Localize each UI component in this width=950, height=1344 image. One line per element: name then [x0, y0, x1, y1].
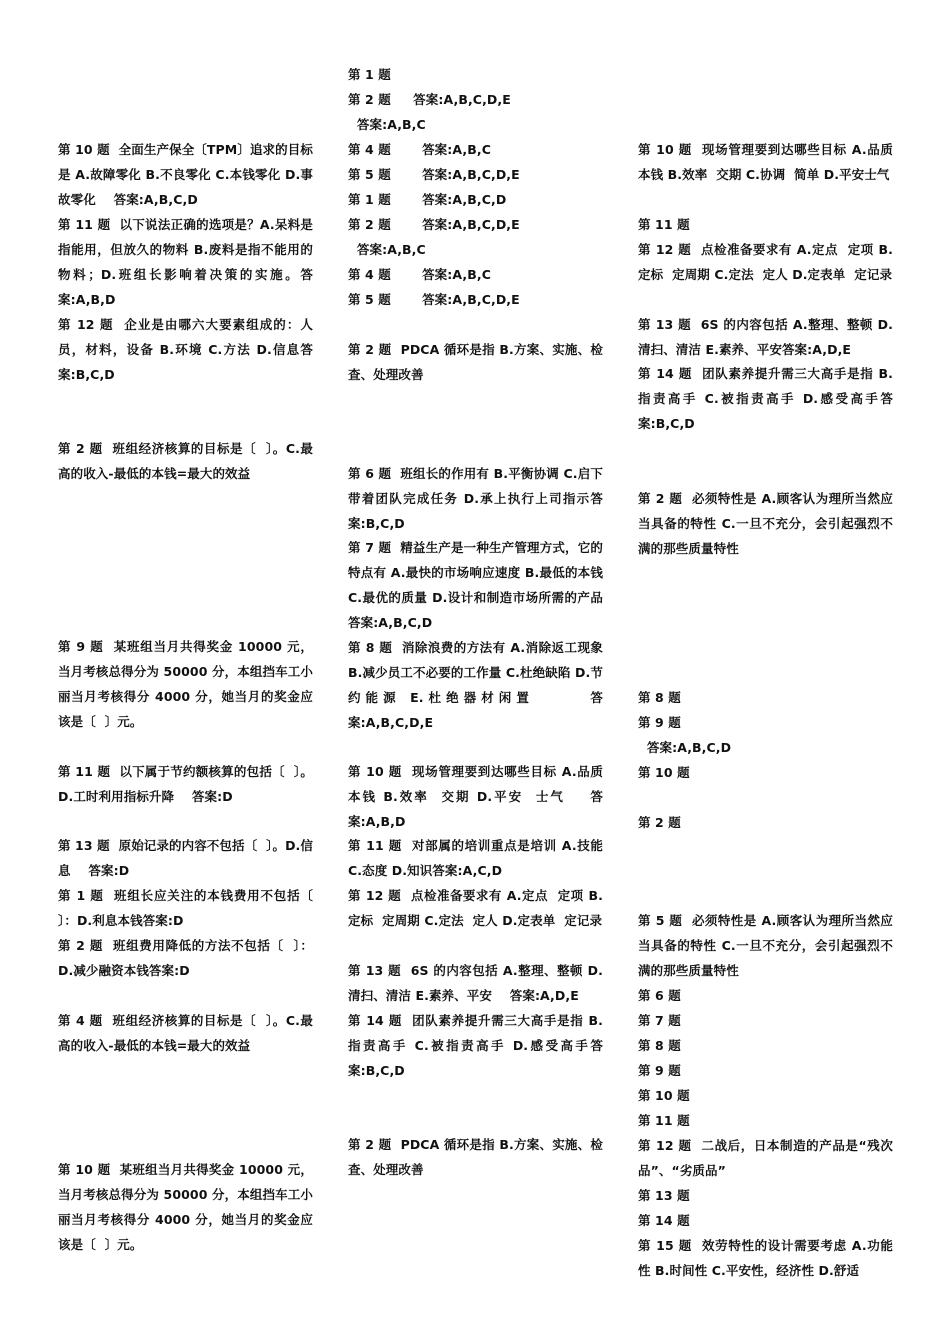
- question-item: 第 7 题: [638, 1013, 681, 1028]
- question-item: 第 11 题 以下属于节约额核算的包括〔 〕。D.工时利用指标升降 答案:D: [58, 764, 313, 804]
- question-item: 第 9 题 某班组当月共得奖金 10000 元，当月考核总得分为 50000 分，本组挡车工小丽当月考核得分 4000 分，她当月的奖金应该是〔 〕元。: [58, 639, 313, 729]
- question-item: 第 8 题: [638, 1038, 681, 1053]
- question-item: 第 13 题 6S 的内容包括 A.整理、整顿 D.清扫、清洁 E.素养、平安答案:A,D,E: [638, 317, 893, 357]
- question-item: 第 6 题: [638, 988, 681, 1003]
- question-item: 第 14 题: [638, 1213, 690, 1228]
- question-item: 第 14 题 团队素养提升需三大高手是指 B.指责高手 C.被指责高手 D.感受高手答案:B,C,D: [348, 1013, 603, 1078]
- question-item: 第 5 题 答案:A,B,C,D,E: [348, 292, 520, 307]
- question-item: 第 14 题 团队素养提升需三大高手是指 B.指责高手 C.被指责高手 D.感受高手答案:B,C,D: [638, 366, 893, 431]
- question-item: 第 2 题 答案:A,B,C,D,E: [348, 92, 511, 107]
- question-item: 第 6 题 班组长的作用有 B.平衡协调 C.启下带着团队完成任务 D.承上执行上司指示答案:B,C,D: [348, 466, 603, 531]
- answer-line: 答案:A,B,C,D: [638, 740, 732, 755]
- question-item: 第 12 题 点检准备要求有 A.定点 定项 B.定标 定周期 C.定法 定人 D.定表单 定记录: [348, 888, 603, 928]
- question-item: 第 1 题 班组长应关注的本钱费用不包括〔 〕：D.利息本钱答案:D: [58, 888, 322, 928]
- question-item: 第 4 题 答案:A,B,C: [348, 267, 491, 282]
- question-item: 第 15 题 效劳特性的设计需要考虑 A.功能性 B.时间性 C.平安性，经济性 D.舒适: [638, 1238, 893, 1278]
- answer-line: 答案:A,B,C: [348, 242, 426, 257]
- question-item: 第 8 题 消除浪费的方法有 A.消除返工现象 B.减少员工不必要的工作量 C.杜绝缺陷 D.节约能源 E.杜绝器材闲置 答案:A,B,C,D,E: [348, 640, 608, 730]
- question-item: 第 12 题 企业是由哪六大要素组成的：人员，材料，设备 B.环境 C.方法 D.信息答案:B,C,D: [58, 317, 313, 382]
- question-item: 第 11 题: [638, 217, 690, 232]
- question-item: 第 13 题 6S 的内容包括 A.整理、整顿 D.清扫、清洁 E.素养、平安 答案:A,D,E: [348, 963, 603, 1003]
- question-item: 第 12 题 二战后，日本制造的产品是“残次品”、“劣质品”: [638, 1138, 893, 1178]
- question-item: 第 11 题: [638, 1113, 690, 1128]
- question-item: 第 2 题 答案:A,B,C,D,E: [348, 217, 520, 232]
- question-item: 第 9 题: [638, 1063, 681, 1078]
- question-item: 第 4 题 班组经济核算的目标是〔 〕。C.最高的收入-最低的本钱=最大的效益: [58, 1013, 313, 1053]
- question-item: 第 9 题: [638, 715, 681, 730]
- question-item: 第 1 题: [348, 67, 391, 82]
- question-item: 第 2 题 PDCA 循环是指 B.方案、实施、检查、处理改善: [348, 1137, 603, 1177]
- question-item: 第 4 题 答案:A,B,C: [348, 142, 491, 157]
- question-item: 第 2 题 班组费用降低的方法不包括〔 〕：D.减少融资本钱答案:D: [58, 938, 313, 978]
- question-item: 第 5 题 答案:A,B,C,D,E: [348, 167, 520, 182]
- question-item: 第 8 题: [638, 690, 681, 705]
- question-item: 第 2 题 班组经济核算的目标是〔 〕。C.最高的收入-最低的本钱=最大的效益: [58, 441, 313, 481]
- question-item: 第 10 题 某班组当月共得奖金 10000 元，当月考核总得分为 50000 分，本组挡车工小丽当月考核得分 4000 分，她当月的奖金应该是〔 〕元。: [58, 1162, 313, 1252]
- question-item: 第 1 题 答案:A,B,C,D: [348, 192, 507, 207]
- question-item: 第 5 题 必须特性是 A.顾客认为理所当然应当具备的特性 C.一旦不充分，会引起强烈不满的那些质量特性: [638, 913, 893, 978]
- question-item: 第 11 题 对部属的培训重点是培训 A.技能 C.态度 D.知识答案:A,C,D: [348, 838, 608, 878]
- question-item: 第 12 题 点检准备要求有 A.定点 定项 B.定标 定周期 C.定法 定人 D.定表单 定记录: [638, 242, 893, 282]
- question-item: 第 10 题 现场管理要到达哪些目标 A.品质 本钱 B.效率 交期 D.平安 士气 答案:A,B,D: [348, 764, 612, 829]
- question-item: 第 10 题: [638, 765, 690, 780]
- question-item: 第 2 题 PDCA 循环是指 B.方案、实施、检查、处理改善: [348, 342, 603, 382]
- question-item: 第 2 题 必须特性是 A.顾客认为理所当然应当具备的特性 C.一旦不充分，会引起强烈不满的那些质量特性: [638, 491, 893, 556]
- question-item: 第 10 题 现场管理要到达哪些目标 A.品质 本钱 B.效率 交期 C.协调 简单 D.平安士气: [638, 142, 902, 182]
- question-item: 第 7 题 精益生产是一种生产管理方式，它的特点有 A.最快的市场响应速度 B.最低的本钱 C.最优的质量 D.设计和制造市场所需的产品 答案:A,B,C,D: [348, 540, 621, 630]
- question-item: 第 11 题 以下说法正确的选项是？A.呆料是指能用，但放久的物料 B.废料是指不能用的物料；D.班组长影响着决策的实施。答案:A,B,D: [58, 217, 313, 307]
- answer-line: 答案:A,B,C: [348, 117, 426, 132]
- question-item: 第 10 题 全面生产保全〔TPM〕追求的目标是 A.故障零化 B.不良零化 C.本钱零化 D.事故零化 答案:A,B,C,D: [58, 142, 313, 207]
- question-item: 第 2 题: [638, 815, 681, 830]
- question-item: 第 13 题: [638, 1188, 690, 1203]
- question-item: 第 10 题: [638, 1088, 690, 1103]
- question-item: 第 13 题 原始记录的内容不包括〔 〕。D.信息 答案:D: [58, 838, 313, 878]
